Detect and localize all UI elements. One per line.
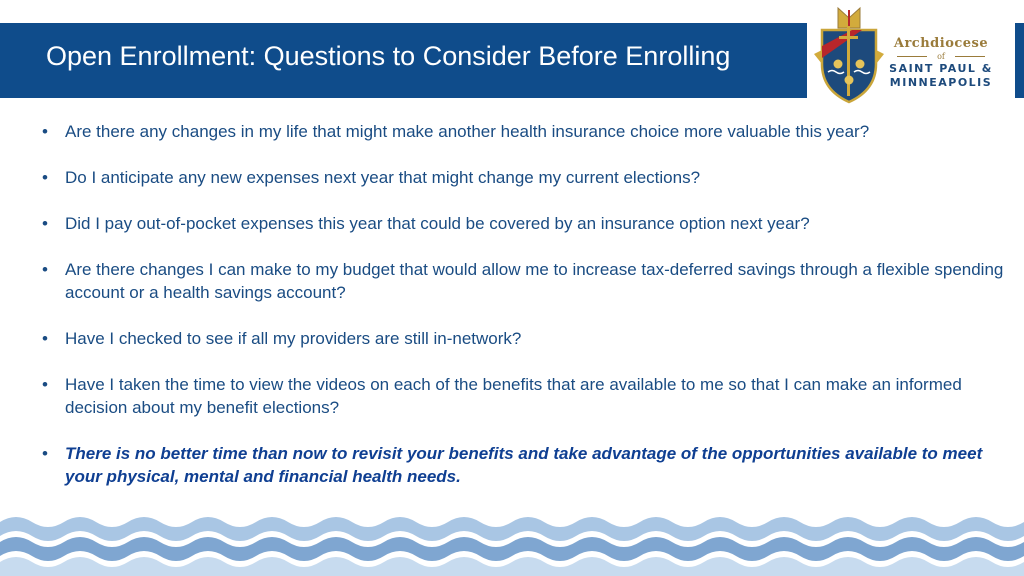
list-item-text: Are there changes I can make to my budget that would allow me to increase tax-deferred savings through a flexible spending account or a health savings account? xyxy=(65,260,1004,302)
list-item-text: There is no better time than now to revisit your benefits and take advantage of the opportunities available to meet your physical, mental and financial health needs. xyxy=(65,444,983,486)
list-item-text: Do I anticipate any new expenses next year that might change my current elections? xyxy=(65,168,701,187)
list-item xyxy=(42,212,1007,235)
question-list xyxy=(42,120,1007,488)
list-item xyxy=(42,166,1007,189)
list-item-text: Have I checked to see if all my providers are still in-network? xyxy=(65,329,522,348)
bullet-icon: • xyxy=(42,214,48,233)
list-item-text: Have I taken the time to view the videos on each of the benefits that are available to me so that I can make an informed decision about my benefit elections? xyxy=(65,375,962,417)
list-item xyxy=(42,258,1007,304)
bullet-icon: • xyxy=(42,168,48,187)
logo-line-archdiocese: Archdiocese xyxy=(893,36,989,51)
archdiocese-crest-icon xyxy=(812,6,886,104)
logo-line-saint-paul: SAINT PAUL & xyxy=(889,62,993,75)
list-item-text: Are there any changes in my life that might make another health insurance choice more valuable this year? xyxy=(65,122,870,141)
bullet-icon: • xyxy=(42,260,48,279)
bullet-icon: • xyxy=(42,375,48,394)
bullet-icon: • xyxy=(42,444,48,463)
bullet-icon: • xyxy=(42,122,48,141)
list-item-emphasis xyxy=(42,442,1007,488)
logo-line-minneapolis: MINNEAPOLIS xyxy=(889,76,993,89)
decorative-waves xyxy=(0,510,1024,576)
list-item-text: Did I pay out-of-pocket expenses this year that could be covered by an insurance option next year? xyxy=(65,214,810,233)
slide-title: Open Enrollment: Questions to Consider Before Enrolling xyxy=(46,41,731,71)
list-item xyxy=(42,327,1007,350)
list-item xyxy=(42,373,1007,419)
list-item xyxy=(42,120,1007,143)
archdiocese-logo-text xyxy=(889,36,993,90)
bullet-icon: • xyxy=(42,329,48,348)
logo-line-of: of xyxy=(889,51,993,62)
